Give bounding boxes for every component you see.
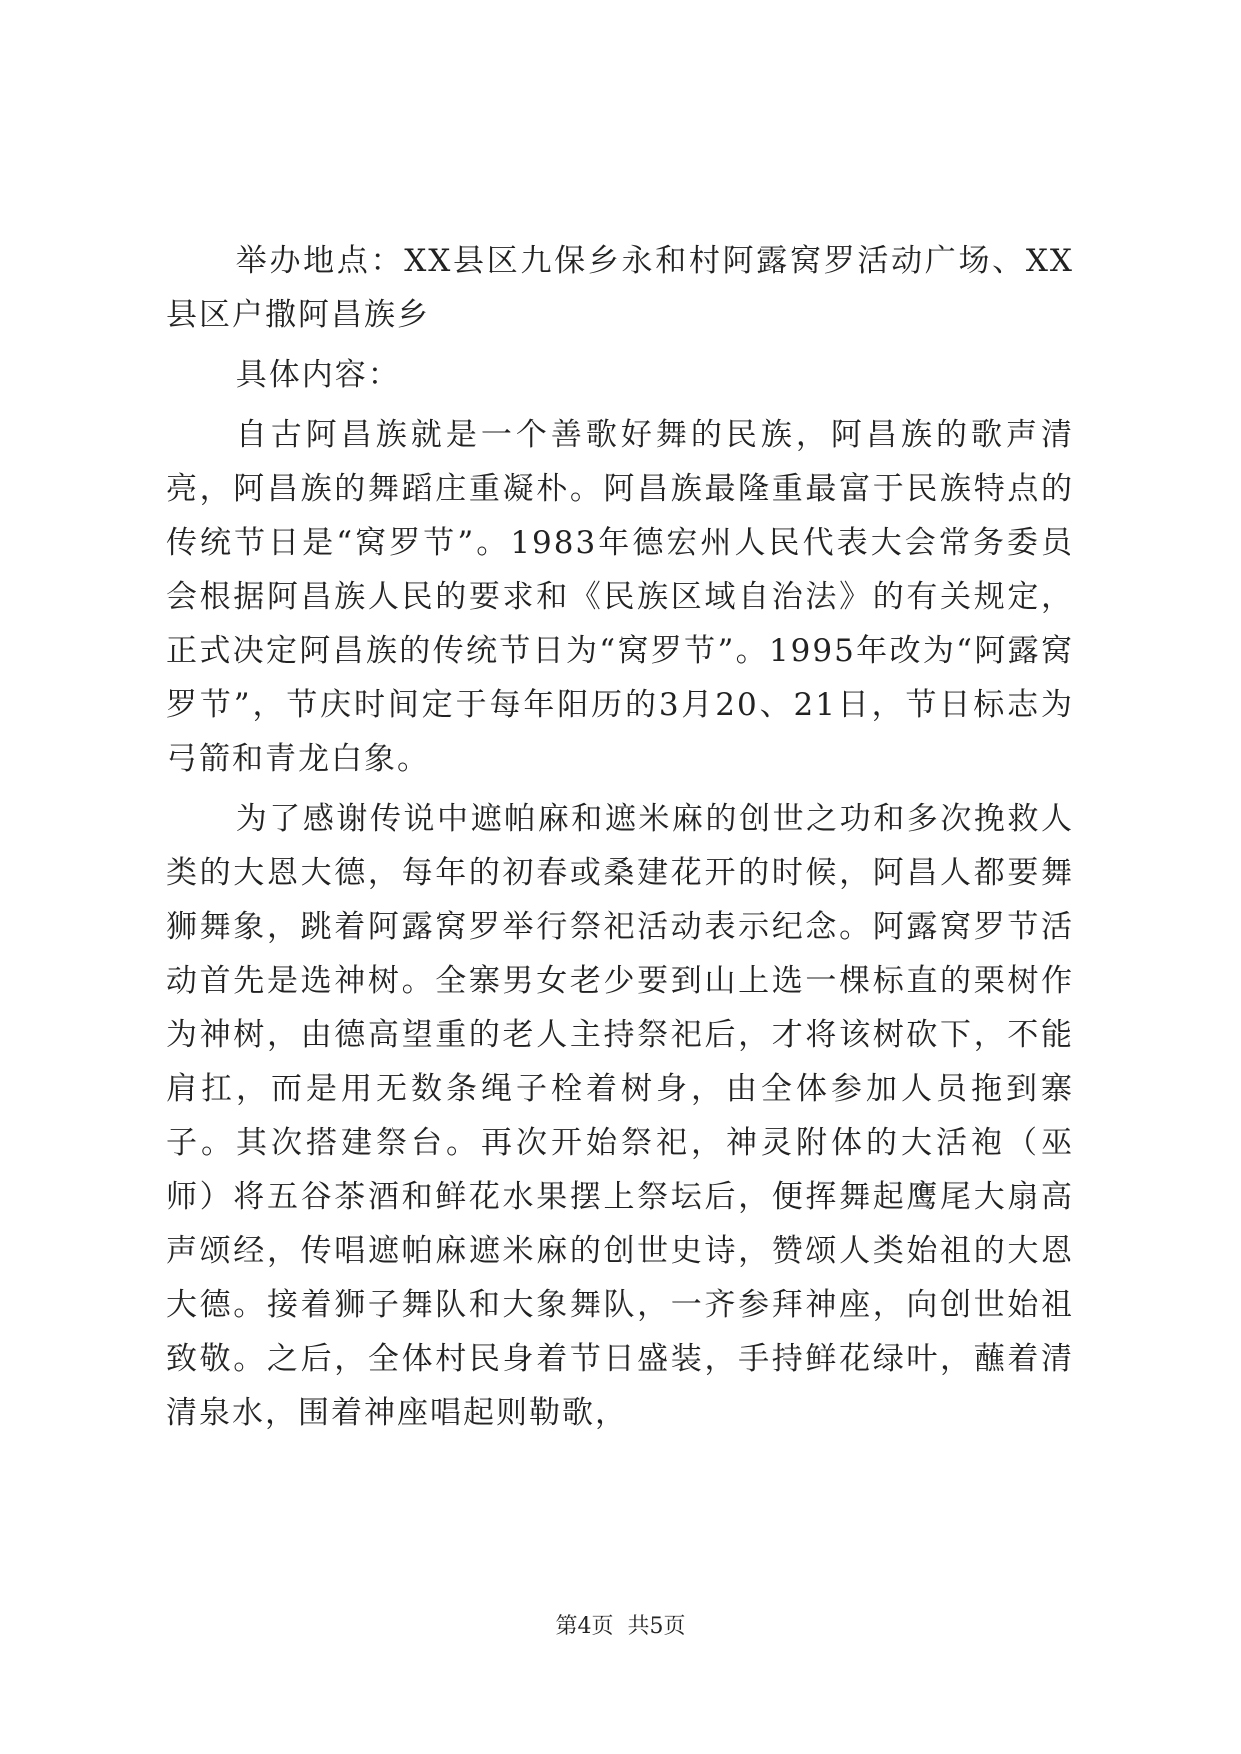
page-footer: [0, 1612, 1241, 1642]
paragraph-venue: 举办地点：XX县区九保乡永和村阿露窝罗活动广场、XX县区户撒阿昌族乡: [166, 243, 1074, 333]
document-body: [166, 234, 1074, 1440]
paragraph-ceremony: 为了感谢传说中遮帕麻和遮米麻的创世之功和多次挽救人类的大恩大德，每年的初春或桑建花开的时候，阿昌人都要舞狮舞象，跳着阿露窝罗举行祭祀活动表示纪念。阿露窝罗节活动首先是选神树。全寨男女老少要到山上选一棵标直的栗树作为神树，由德高望重的老人主持祭祀后，才将该树砍下，不能肩扛，而是用无数条绳子栓着树身，由全体参加人员拖到寨子。其次搭建祭台。再次开始祭祀，神灵附体的大活袍（巫师）将五谷茶酒和鲜花水果摆上祭坛后，便挥舞起鹰尾大扇高声颂经，传唱遮帕麻遮米麻的创世史诗，赞颂人类始祖的大恩大德。接着狮子舞队和大象舞队，一齐参拜神座，向创世始祖致敬。之后，全体村民身着节日盛装，手持鲜花绿叶，蘸着清清泉水，围着神座唱起则勒歌，: [166, 801, 1074, 1431]
paragraph-history: 自古阿昌族就是一个善歌好舞的民族，阿昌族的歌声清亮，阿昌族的舞蹈庄重凝朴。阿昌族最隆重最富于民族特点的传统节日是“窝罗节”。1983年德宏州人民代表大会常务委员会根据阿昌族人民的要求和《民族区域自治法》的有关规定，正式决定阿昌族的传统节日为“窝罗节”。1995年改为“阿露窝罗节”，节庆时间定于每年阳历的3月20、21日，节日标志为弓箭和青龙白象。: [166, 417, 1074, 777]
paragraph-content-heading: 具体内容：: [235, 357, 401, 393]
page-number: 第4页: [555, 1614, 614, 1639]
page-total: 共5页: [627, 1614, 686, 1639]
